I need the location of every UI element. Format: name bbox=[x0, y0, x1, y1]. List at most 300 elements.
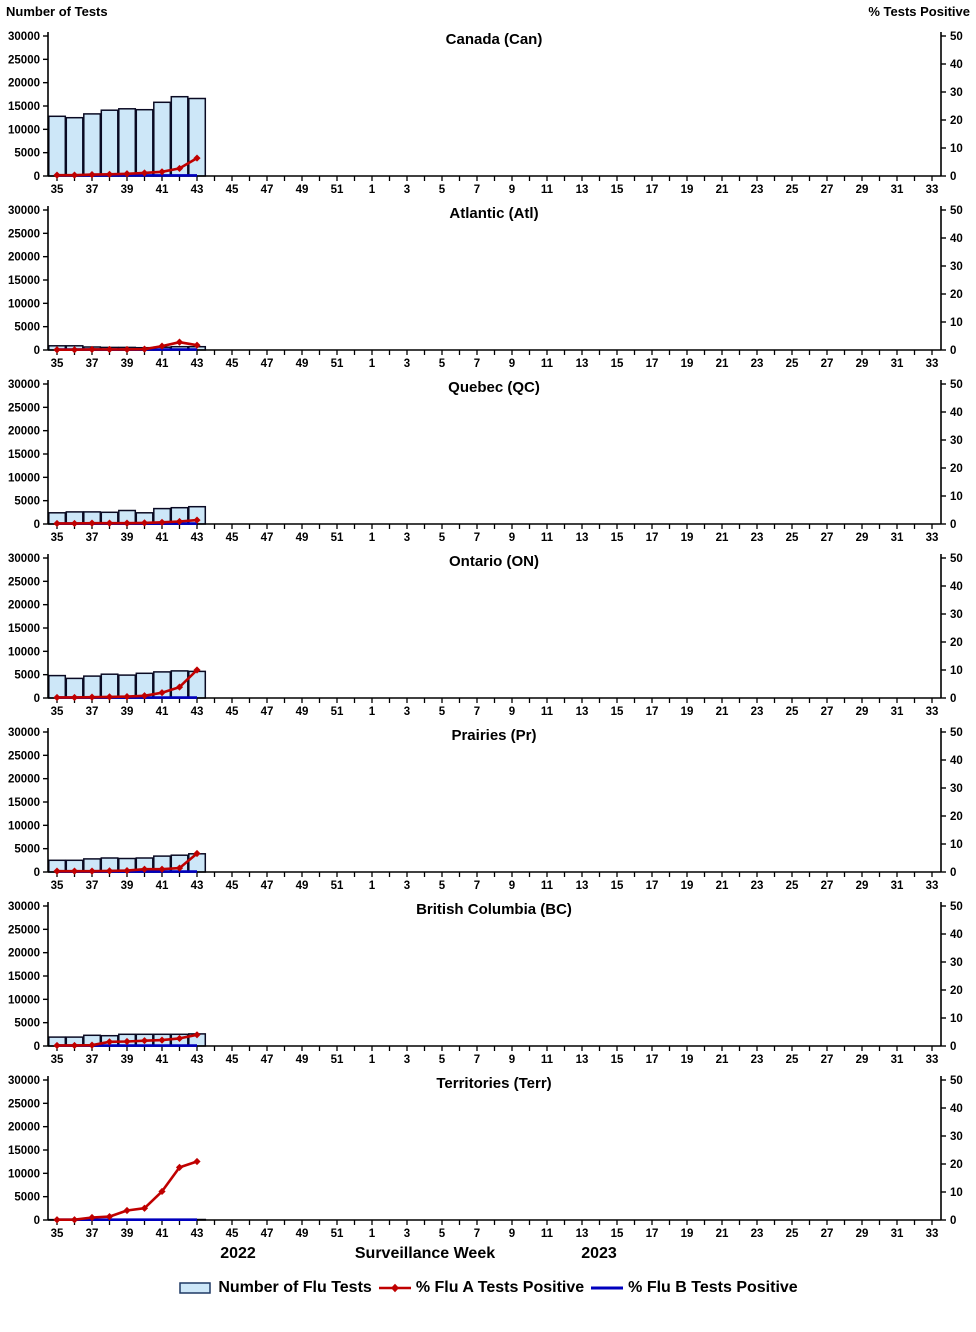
week-tick-label: 17 bbox=[645, 532, 659, 544]
week-tick-label: 25 bbox=[785, 532, 799, 544]
left-tick-label: 5000 bbox=[14, 669, 40, 682]
bar bbox=[84, 114, 101, 176]
left-tick-label: 25000 bbox=[8, 924, 40, 937]
week-tick-label: 15 bbox=[610, 880, 624, 892]
week-tick-label: 37 bbox=[85, 358, 99, 370]
week-tick-label: 47 bbox=[260, 358, 274, 370]
week-tick-label: 27 bbox=[820, 880, 834, 892]
week-tick-label: 25 bbox=[785, 706, 799, 718]
week-tick-label: 5 bbox=[438, 706, 446, 718]
right-tick-label: 10 bbox=[950, 1013, 963, 1025]
left-tick-label: 5000 bbox=[14, 147, 40, 160]
left-tick-label: 10000 bbox=[8, 994, 40, 1007]
bar bbox=[136, 110, 153, 176]
right-tick-label: 20 bbox=[950, 985, 963, 997]
week-tick-label: 31 bbox=[890, 1054, 904, 1066]
week-tick-label: 39 bbox=[120, 1228, 134, 1240]
panel-title: Atlantic (Atl) bbox=[449, 205, 539, 222]
year-2023-label: 2023 bbox=[581, 1245, 617, 1262]
week-tick-label: 35 bbox=[50, 706, 64, 718]
left-tick-label: 20000 bbox=[8, 947, 40, 960]
right-tick-label: 30 bbox=[950, 783, 963, 795]
legend bbox=[0, 1272, 976, 1304]
chart-panels bbox=[0, 24, 976, 1242]
week-tick-label: 29 bbox=[855, 184, 869, 196]
week-tick-label: 51 bbox=[330, 184, 344, 196]
week-tick-label: 41 bbox=[155, 880, 169, 892]
week-tick-label: 37 bbox=[85, 706, 99, 718]
week-tick-label: 29 bbox=[855, 706, 869, 718]
week-tick-label: 13 bbox=[575, 184, 589, 196]
right-tick-label: 0 bbox=[950, 519, 957, 531]
left-tick-label: 15000 bbox=[8, 275, 40, 287]
left-tick-label: 20000 bbox=[8, 599, 40, 612]
right-tick-label: 10 bbox=[950, 143, 963, 155]
left-axis bbox=[8, 31, 48, 183]
right-tick-label: 40 bbox=[950, 233, 963, 245]
left-tick-label: 25000 bbox=[8, 576, 40, 589]
week-tick-label: 3 bbox=[403, 184, 411, 196]
chart-panel-territories-terr- bbox=[0, 1068, 976, 1242]
week-tick-label: 49 bbox=[295, 1054, 309, 1066]
left-tick-label: 20000 bbox=[8, 773, 40, 786]
right-axis bbox=[941, 727, 963, 879]
week-tick-label: 1 bbox=[368, 880, 376, 892]
week-tick-label: 17 bbox=[645, 706, 659, 718]
right-tick-label: 50 bbox=[950, 901, 963, 913]
week-tick-label: 15 bbox=[610, 1228, 624, 1240]
week-tick-label: 45 bbox=[225, 1054, 239, 1066]
week-tick-label: 37 bbox=[85, 880, 99, 892]
week-tick-label: 19 bbox=[680, 184, 694, 196]
right-tick-label: 10 bbox=[950, 665, 963, 677]
right-tick-label: 10 bbox=[950, 839, 963, 851]
x-axis-title: Surveillance Week bbox=[354, 1245, 496, 1262]
right-tick-label: 10 bbox=[950, 491, 963, 503]
x-axis-footer bbox=[0, 1242, 976, 1272]
week-tick-label: 23 bbox=[750, 880, 764, 892]
week-tick-label: 5 bbox=[438, 358, 446, 370]
week-tick-label: 13 bbox=[575, 706, 589, 718]
left-tick-label: 30000 bbox=[8, 379, 40, 391]
right-tick-label: 30 bbox=[950, 1131, 963, 1143]
week-tick-label: 29 bbox=[855, 358, 869, 370]
week-tick-label: 41 bbox=[155, 358, 169, 370]
right-tick-label: 40 bbox=[950, 581, 963, 593]
week-tick-label: 23 bbox=[750, 358, 764, 370]
week-tick-label: 49 bbox=[295, 532, 309, 544]
left-tick-label: 5000 bbox=[14, 1017, 40, 1030]
week-tick-label: 43 bbox=[190, 1228, 204, 1240]
week-tick-label: 37 bbox=[85, 1054, 99, 1066]
right-tick-label: 50 bbox=[950, 727, 963, 739]
left-tick-label: 0 bbox=[33, 171, 40, 183]
week-tick-label: 21 bbox=[715, 532, 729, 544]
week-tick-label: 3 bbox=[403, 1054, 411, 1066]
right-axis-title: % Tests Positive bbox=[868, 4, 970, 19]
left-tick-label: 15000 bbox=[8, 1145, 40, 1157]
left-tick-label: 5000 bbox=[14, 495, 40, 508]
bar bbox=[66, 118, 83, 176]
week-tick-label: 43 bbox=[190, 1054, 204, 1066]
left-tick-label: 0 bbox=[33, 345, 40, 357]
week-tick-label: 49 bbox=[295, 880, 309, 892]
week-tick-label: 1 bbox=[368, 532, 376, 544]
week-tick-label: 23 bbox=[750, 1054, 764, 1066]
left-tick-label: 15000 bbox=[8, 101, 40, 113]
chart-panel-ontario-on- bbox=[0, 546, 976, 720]
right-tick-label: 0 bbox=[950, 1041, 957, 1053]
week-tick-label: 51 bbox=[330, 532, 344, 544]
right-tick-label: 40 bbox=[950, 59, 963, 71]
left-tick-label: 0 bbox=[33, 693, 40, 705]
week-tick-label: 45 bbox=[225, 880, 239, 892]
week-tick-label: 15 bbox=[610, 706, 624, 718]
week-tick-label: 11 bbox=[540, 706, 554, 718]
week-tick-label: 29 bbox=[855, 880, 869, 892]
week-tick-label: 33 bbox=[925, 1228, 939, 1240]
week-tick-label: 45 bbox=[225, 706, 239, 718]
x-axis bbox=[48, 524, 941, 544]
week-tick-label: 41 bbox=[155, 706, 169, 718]
week-tick-label: 49 bbox=[295, 706, 309, 718]
week-tick-label: 1 bbox=[368, 1054, 376, 1066]
week-tick-label: 51 bbox=[330, 1228, 344, 1240]
week-tick-label: 29 bbox=[855, 1228, 869, 1240]
week-tick-label: 39 bbox=[120, 1054, 134, 1066]
week-tick-label: 31 bbox=[890, 358, 904, 370]
x-axis bbox=[48, 350, 941, 370]
left-tick-label: 15000 bbox=[8, 797, 40, 809]
week-tick-label: 19 bbox=[680, 1054, 694, 1066]
left-tick-label: 20000 bbox=[8, 251, 40, 264]
week-tick-label: 11 bbox=[540, 880, 554, 892]
week-tick-label: 13 bbox=[575, 358, 589, 370]
week-tick-label: 33 bbox=[925, 532, 939, 544]
left-tick-label: 30000 bbox=[8, 727, 40, 739]
legend-item-flu-a bbox=[378, 1279, 584, 1297]
panel-title: Ontario (ON) bbox=[449, 553, 539, 570]
week-tick-label: 7 bbox=[473, 1228, 481, 1240]
week-tick-label: 25 bbox=[785, 880, 799, 892]
week-tick-label: 51 bbox=[330, 706, 344, 718]
week-tick-label: 23 bbox=[750, 532, 764, 544]
left-tick-label: 20000 bbox=[8, 425, 40, 438]
week-tick-label: 17 bbox=[645, 880, 659, 892]
week-tick-label: 11 bbox=[540, 1054, 554, 1066]
left-tick-label: 25000 bbox=[8, 54, 40, 67]
week-tick-label: 43 bbox=[190, 532, 204, 544]
right-tick-label: 40 bbox=[950, 929, 963, 941]
left-tick-label: 10000 bbox=[8, 646, 40, 659]
bar bbox=[49, 116, 66, 176]
week-tick-label: 5 bbox=[438, 1054, 446, 1066]
week-tick-label: 7 bbox=[473, 184, 481, 196]
week-tick-label: 25 bbox=[785, 1228, 799, 1240]
right-tick-label: 20 bbox=[950, 463, 963, 475]
week-tick-label: 21 bbox=[715, 706, 729, 718]
week-tick-label: 35 bbox=[50, 880, 64, 892]
year-2022-label: 2022 bbox=[220, 1245, 256, 1262]
week-tick-label: 39 bbox=[120, 358, 134, 370]
right-tick-label: 20 bbox=[950, 289, 963, 301]
left-tick-label: 0 bbox=[33, 867, 40, 879]
week-tick-label: 9 bbox=[508, 184, 516, 196]
left-tick-label: 15000 bbox=[8, 449, 40, 461]
left-tick-label: 25000 bbox=[8, 1098, 40, 1111]
week-tick-label: 29 bbox=[855, 1054, 869, 1066]
week-tick-label: 15 bbox=[610, 184, 624, 196]
flu-a-marker bbox=[123, 1207, 130, 1214]
legend-label-flu-a: % Flu A Tests Positive bbox=[415, 1279, 585, 1296]
week-tick-label: 49 bbox=[295, 184, 309, 196]
week-tick-label: 35 bbox=[50, 184, 64, 196]
right-tick-label: 40 bbox=[950, 1103, 963, 1115]
week-tick-label: 41 bbox=[155, 184, 169, 196]
chart-panel-quebec-qc- bbox=[0, 372, 976, 546]
week-tick-label: 17 bbox=[645, 184, 659, 196]
right-tick-label: 30 bbox=[950, 957, 963, 969]
week-tick-label: 11 bbox=[540, 358, 554, 370]
week-tick-label: 27 bbox=[820, 1054, 834, 1066]
week-tick-label: 7 bbox=[473, 706, 481, 718]
week-tick-label: 3 bbox=[403, 1228, 411, 1240]
week-tick-label: 17 bbox=[645, 1228, 659, 1240]
legend-item-flu-b bbox=[590, 1279, 798, 1297]
right-tick-label: 50 bbox=[950, 31, 963, 43]
x-axis bbox=[48, 1046, 941, 1066]
week-tick-label: 25 bbox=[785, 1054, 799, 1066]
flu-a-marker bbox=[176, 339, 183, 346]
bar bbox=[119, 109, 136, 176]
left-tick-label: 15000 bbox=[8, 623, 40, 635]
week-tick-label: 27 bbox=[820, 532, 834, 544]
left-axis bbox=[8, 901, 48, 1053]
week-tick-label: 19 bbox=[680, 880, 694, 892]
legend-item-flu-tests bbox=[178, 1279, 372, 1297]
flu-a-marker bbox=[141, 346, 148, 353]
left-axis bbox=[8, 1075, 48, 1227]
right-tick-label: 10 bbox=[950, 1187, 963, 1199]
flu-a-marker bbox=[193, 1158, 200, 1165]
left-tick-label: 30000 bbox=[8, 901, 40, 913]
week-tick-label: 11 bbox=[540, 1228, 554, 1240]
week-tick-label: 43 bbox=[190, 706, 204, 718]
week-tick-label: 13 bbox=[575, 1054, 589, 1066]
right-axis bbox=[941, 31, 963, 183]
flu-a-line bbox=[53, 1158, 200, 1223]
week-tick-label: 9 bbox=[508, 1228, 516, 1240]
week-tick-label: 31 bbox=[890, 1228, 904, 1240]
week-tick-label: 49 bbox=[295, 1228, 309, 1240]
week-tick-label: 51 bbox=[330, 1054, 344, 1066]
week-tick-label: 5 bbox=[438, 532, 446, 544]
week-tick-label: 51 bbox=[330, 358, 344, 370]
week-tick-label: 15 bbox=[610, 1054, 624, 1066]
week-tick-label: 33 bbox=[925, 880, 939, 892]
right-axis bbox=[941, 553, 963, 705]
week-tick-label: 9 bbox=[508, 358, 516, 370]
left-tick-label: 10000 bbox=[8, 820, 40, 833]
week-tick-label: 35 bbox=[50, 1054, 64, 1066]
left-tick-label: 20000 bbox=[8, 77, 40, 90]
week-tick-label: 13 bbox=[575, 880, 589, 892]
flu-a-marker bbox=[53, 1216, 60, 1223]
week-tick-label: 47 bbox=[260, 880, 274, 892]
chart-panel-canada-can- bbox=[0, 24, 976, 198]
week-tick-label: 11 bbox=[540, 532, 554, 544]
left-tick-label: 0 bbox=[33, 519, 40, 531]
week-tick-label: 39 bbox=[120, 184, 134, 196]
x-axis bbox=[48, 872, 941, 892]
left-tick-label: 5000 bbox=[14, 843, 40, 856]
week-tick-label: 33 bbox=[925, 184, 939, 196]
week-tick-label: 21 bbox=[715, 358, 729, 370]
week-tick-label: 17 bbox=[645, 1054, 659, 1066]
right-tick-label: 10 bbox=[950, 317, 963, 329]
right-tick-label: 30 bbox=[950, 261, 963, 273]
left-axis bbox=[8, 553, 48, 705]
right-tick-label: 40 bbox=[950, 755, 963, 767]
left-tick-label: 0 bbox=[33, 1215, 40, 1227]
week-tick-label: 51 bbox=[330, 880, 344, 892]
right-tick-label: 30 bbox=[950, 609, 963, 621]
week-tick-label: 45 bbox=[225, 532, 239, 544]
week-tick-label: 27 bbox=[820, 358, 834, 370]
week-tick-label: 13 bbox=[575, 1228, 589, 1240]
panel-title: Territories (Terr) bbox=[436, 1075, 552, 1092]
bar bbox=[189, 99, 206, 177]
week-tick-label: 31 bbox=[890, 880, 904, 892]
week-tick-label: 3 bbox=[403, 880, 411, 892]
bar bbox=[154, 102, 171, 176]
week-tick-label: 1 bbox=[368, 1228, 376, 1240]
right-axis bbox=[941, 1075, 963, 1227]
right-tick-label: 40 bbox=[950, 407, 963, 419]
right-tick-label: 0 bbox=[950, 693, 957, 705]
week-tick-label: 27 bbox=[820, 184, 834, 196]
week-tick-label: 1 bbox=[368, 706, 376, 718]
panel-title: British Columbia (BC) bbox=[416, 901, 572, 918]
week-tick-label: 15 bbox=[610, 358, 624, 370]
right-axis bbox=[941, 379, 963, 531]
flu-a-marker bbox=[71, 1216, 78, 1223]
left-axis bbox=[8, 727, 48, 879]
week-tick-label: 15 bbox=[610, 532, 624, 544]
week-tick-label: 39 bbox=[120, 880, 134, 892]
week-tick-label: 31 bbox=[890, 184, 904, 196]
left-tick-label: 30000 bbox=[8, 1075, 40, 1087]
left-tick-label: 25000 bbox=[8, 228, 40, 241]
week-tick-label: 7 bbox=[473, 880, 481, 892]
legend-label-flu-b: % Flu B Tests Positive bbox=[628, 1279, 798, 1296]
week-tick-label: 35 bbox=[50, 532, 64, 544]
week-tick-label: 13 bbox=[575, 532, 589, 544]
week-tick-label: 5 bbox=[438, 184, 446, 196]
left-axis-title: Number of Tests bbox=[6, 4, 108, 19]
week-tick-label: 25 bbox=[785, 358, 799, 370]
right-tick-label: 0 bbox=[950, 867, 957, 879]
week-tick-label: 21 bbox=[715, 880, 729, 892]
week-tick-label: 23 bbox=[750, 184, 764, 196]
week-tick-label: 41 bbox=[155, 532, 169, 544]
left-tick-label: 10000 bbox=[8, 124, 40, 137]
right-axis bbox=[941, 901, 963, 1053]
week-tick-label: 17 bbox=[645, 358, 659, 370]
week-tick-label: 49 bbox=[295, 358, 309, 370]
week-tick-label: 3 bbox=[403, 358, 411, 370]
left-tick-label: 5000 bbox=[14, 1191, 40, 1204]
left-tick-label: 5000 bbox=[14, 321, 40, 334]
week-tick-label: 47 bbox=[260, 1054, 274, 1066]
week-tick-label: 23 bbox=[750, 706, 764, 718]
panel-title: Prairies (Pr) bbox=[451, 727, 537, 744]
week-tick-label: 35 bbox=[50, 1228, 64, 1240]
bar bbox=[101, 110, 118, 176]
panel-title: Quebec (QC) bbox=[448, 379, 540, 396]
week-tick-label: 3 bbox=[403, 532, 411, 544]
week-tick-label: 29 bbox=[855, 532, 869, 544]
right-tick-label: 50 bbox=[950, 553, 963, 565]
week-tick-label: 47 bbox=[260, 532, 274, 544]
week-tick-label: 33 bbox=[925, 706, 939, 718]
left-tick-label: 10000 bbox=[8, 472, 40, 485]
week-tick-label: 3 bbox=[403, 706, 411, 718]
left-tick-label: 25000 bbox=[8, 402, 40, 415]
week-tick-label: 45 bbox=[225, 358, 239, 370]
panel-title: Canada (Can) bbox=[445, 31, 543, 48]
right-tick-label: 50 bbox=[950, 379, 963, 391]
chart-panel-prairies-pr- bbox=[0, 720, 976, 894]
week-tick-label: 33 bbox=[925, 1054, 939, 1066]
right-tick-label: 30 bbox=[950, 87, 963, 99]
week-tick-label: 23 bbox=[750, 1228, 764, 1240]
x-axis bbox=[48, 698, 941, 718]
week-tick-label: 7 bbox=[473, 532, 481, 544]
week-tick-label: 7 bbox=[473, 1054, 481, 1066]
week-tick-label: 21 bbox=[715, 184, 729, 196]
week-tick-label: 5 bbox=[438, 880, 446, 892]
left-axis bbox=[8, 205, 48, 357]
week-tick-label: 37 bbox=[85, 532, 99, 544]
left-tick-label: 10000 bbox=[8, 298, 40, 311]
week-tick-label: 1 bbox=[368, 184, 376, 196]
right-axis bbox=[941, 205, 963, 357]
week-tick-label: 11 bbox=[540, 184, 554, 196]
week-tick-label: 45 bbox=[225, 184, 239, 196]
left-tick-label: 15000 bbox=[8, 971, 40, 983]
chart-panel-atlantic-atl- bbox=[0, 198, 976, 372]
week-tick-label: 47 bbox=[260, 1228, 274, 1240]
week-tick-label: 41 bbox=[155, 1228, 169, 1240]
week-tick-label: 9 bbox=[508, 880, 516, 892]
week-tick-label: 35 bbox=[50, 358, 64, 370]
week-tick-label: 25 bbox=[785, 184, 799, 196]
right-tick-label: 0 bbox=[950, 1215, 957, 1227]
week-tick-label: 21 bbox=[715, 1228, 729, 1240]
week-tick-label: 19 bbox=[680, 532, 694, 544]
week-tick-label: 9 bbox=[508, 532, 516, 544]
red-line-diamond-icon bbox=[378, 1281, 412, 1295]
right-tick-label: 50 bbox=[950, 1075, 963, 1087]
week-tick-label: 47 bbox=[260, 706, 274, 718]
legend-label-flu-tests: Number of Flu Tests bbox=[218, 1279, 372, 1296]
week-tick-label: 33 bbox=[925, 358, 939, 370]
x-axis bbox=[48, 1220, 941, 1240]
week-tick-label: 19 bbox=[680, 706, 694, 718]
left-tick-label: 25000 bbox=[8, 750, 40, 763]
week-tick-label: 9 bbox=[508, 1054, 516, 1066]
